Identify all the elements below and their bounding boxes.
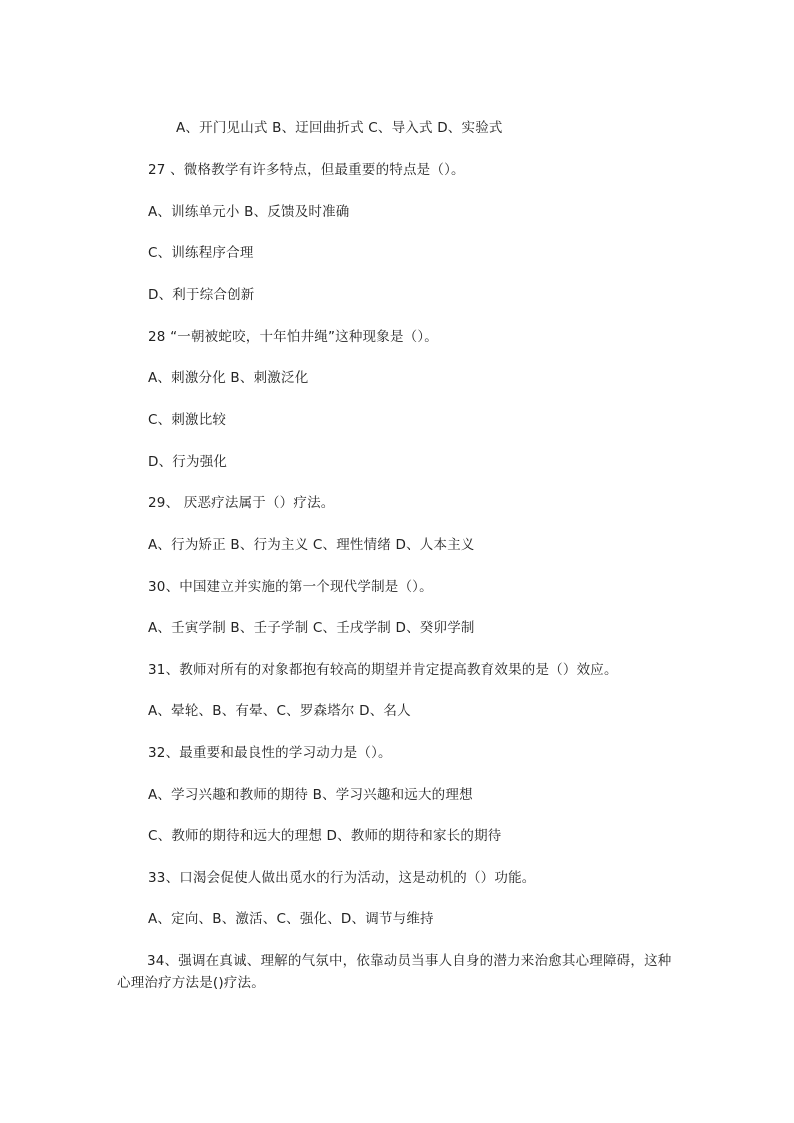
q28-option-d: D、行为强化 — [148, 454, 228, 470]
q28-options-ab: A、刺激分化 B、刺激泛化 — [148, 370, 309, 386]
q27-options-ab: A、训练单元小 B、反馈及时准确 — [148, 204, 350, 220]
q30-question: 30、中国建立并实施的第一个现代学制是（）。 — [148, 579, 433, 595]
q33-question: 33、口渴会促使人做出觅水的行为活动，这是动机的（）功能。 — [148, 870, 536, 886]
q28-question: 28 “一朝被蛇咬，十年怕井绳”这种现象是（）。 — [148, 329, 439, 345]
q31-options: A、晕轮、B、有晕、C、罗森塔尔 D、名人 — [148, 703, 411, 719]
q30-options: A、壬寅学制 B、壬子学制 C、壬戌学制 D、癸卯学制 — [148, 620, 475, 636]
q32-question: 32、最重要和最良性的学习动力是（）。 — [148, 745, 392, 761]
q27-option-d: D、利于综合创新 — [148, 287, 255, 303]
q34-question: 34、强调在真诚、理解的气氛中，依靠动员当事人自身的潜力来治愈其心理障碍，这种心理治疗方法是()疗法。 — [117, 953, 672, 991]
q32-options-ab: A、学习兴趣和教师的期待 B、学习兴趣和远大的理想 — [148, 787, 473, 803]
q27-question: 27 、微格教学有许多特点，但最重要的特点是（）。 — [148, 162, 465, 178]
q29-question: 29、 厌恶疗法属于（）疗法。 — [148, 495, 335, 511]
q28-option-c: C、刺激比较 — [148, 412, 227, 428]
q32-options-cd: C、教师的期待和远大的理想 D、教师的期待和家长的期待 — [148, 828, 502, 844]
q33-options: A、定向、B、激活、C、强化、D、调节与维持 — [148, 911, 434, 927]
q26-options: A、开门见山式 B、迂回曲折式 C、导入式 D、实验式 — [176, 120, 503, 136]
q31-question: 31、教师对所有的对象都抱有较高的期望并肯定提高教育效果的是（）效应。 — [148, 662, 618, 678]
q27-option-c: C、训练程序合理 — [148, 245, 254, 261]
q29-options: A、行为矫正 B、行为主义 C、理性情绪 D、人本主义 — [148, 537, 475, 553]
